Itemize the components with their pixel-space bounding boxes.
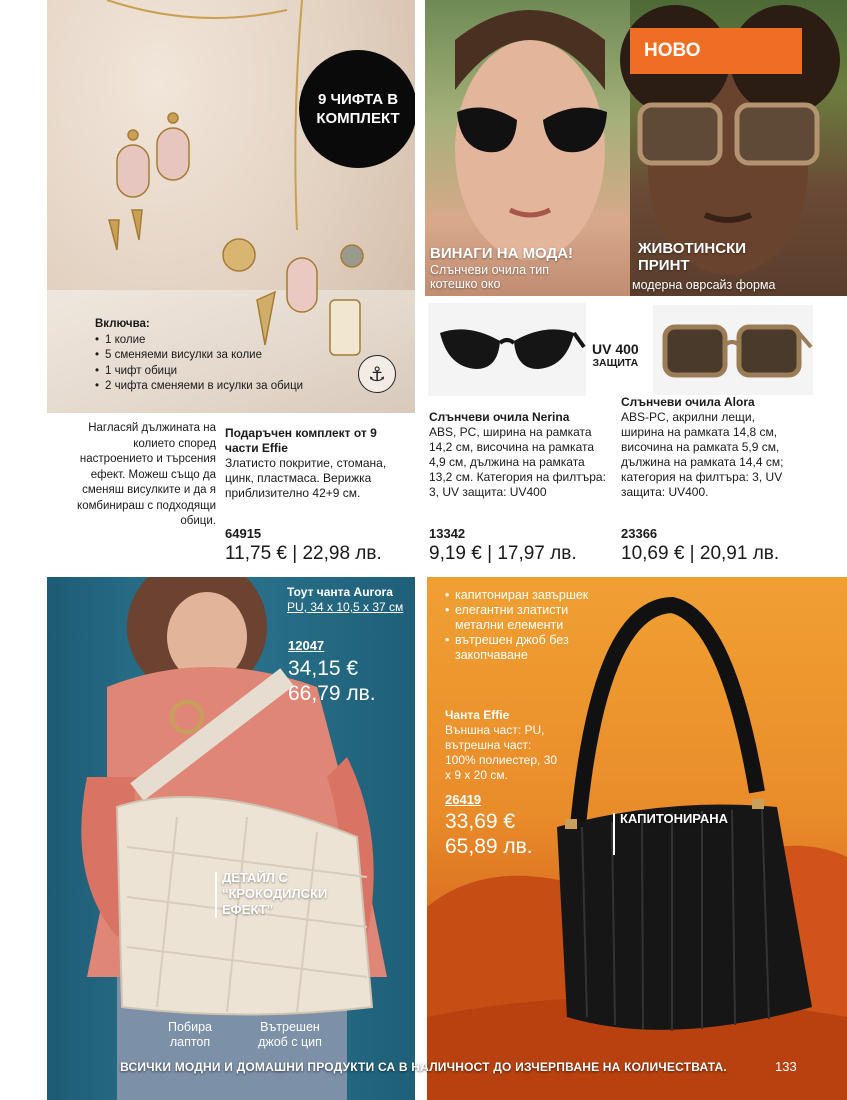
jewelry-price: 11,75 € | 22,98 лв.	[225, 543, 382, 564]
anchor-icon: ⚓	[358, 355, 396, 393]
right-heading: ЖИВОТИНСКИ ПРИНТ	[638, 240, 747, 274]
effie-price-bgn: 65,89 лв.	[445, 835, 533, 858]
nerina-description: ABS, PC, ширина на рамката 14,2 см, височина на рамката 4,9 см, дължина на рамката 13,2 см. Категория на филтъра: 3, UV защита: UV400	[429, 425, 606, 499]
includes-list	[95, 317, 303, 395]
tote-code: 12047	[288, 638, 325, 653]
callout-line	[215, 872, 217, 918]
uv-text: ЗАЩИТА	[592, 357, 639, 369]
tote-name: Тоут чанта Aurora	[287, 585, 393, 599]
nerina-info	[429, 410, 611, 500]
oversize-glasses-icon	[653, 305, 813, 395]
effie-quilted-callout: КАПИТОНИРАНА	[620, 811, 728, 826]
feature-item: • елегантни златисти метални елементи	[445, 603, 569, 632]
left-heading: ВИНАГИ НА МОДА!	[430, 245, 574, 262]
tote-price-bgn: 66,79 лв.	[288, 682, 376, 705]
page-number: 133	[775, 1059, 797, 1074]
tote-bag-photo	[47, 577, 415, 1100]
effie-code: 26419	[445, 792, 482, 807]
jewelry-code: 64915	[225, 526, 262, 541]
right-subheading: модерна оврсайз форма	[632, 278, 776, 292]
nerina-name: Слънчеви очила Nerina	[429, 410, 570, 424]
feature-item: • вътрешен джоб без закопчаване	[445, 633, 569, 662]
jewelry-description: Златисто покритие, стомана, цинк, пластмаса. Верижка приблизително 42+9 см.	[225, 456, 387, 500]
effie-name: Чанта Effie	[445, 708, 510, 722]
nerina-code: 13342	[429, 526, 466, 541]
cat-eye-glasses-icon	[428, 303, 586, 396]
effie-info	[445, 708, 560, 783]
tote-info	[287, 585, 412, 615]
includes-item: • 2 чифта сменяеми в исулки за обици	[95, 379, 303, 395]
left-subheading: Слънчеви очила тип котешко око	[430, 263, 549, 291]
effie-price-eur: 33,69 €	[445, 810, 516, 833]
alora-name: Слънчеви очила Alora	[621, 395, 755, 409]
jewelry-name: Подаръчен комплект от 9 части Effie	[225, 426, 377, 455]
includes-title: Включва:	[95, 318, 150, 330]
adjust-note: Нагласяй дължината на колието според настроението и търсения ефект. Можеш също да сменяш висулките и да я комбинираш с подходящи обици.	[77, 422, 216, 527]
feature-item: • капитониран завършек	[445, 588, 589, 602]
alora-description: ABS-PC, акрилни лещи, ширина на рамката 14,8 см, височина на рамката 5,9 см, дължина на рамката 14,4 см; категория на филтъра: 3, UV защита: UV400.	[621, 410, 784, 499]
tote-price-eur: 34,15 €	[288, 657, 359, 680]
alora-price: 10,69 € | 20,91 лв.	[621, 543, 780, 564]
tote-material: PU, 34 x 10,5 x 37 см	[287, 600, 404, 614]
new-badge: НОВО	[630, 28, 802, 74]
alora-photo	[653, 305, 813, 395]
effie-features	[445, 588, 620, 663]
tote-detail-callout: ДЕТАЙЛ С “КРОКОДИЛСКИ ЕФЕКТ”	[222, 870, 328, 917]
nerina-price: 9,19 € | 17,97 лв.	[429, 543, 577, 564]
includes-item: • 1 чифт обици	[95, 364, 303, 380]
availability-footer: ВСИЧКИ МОДНИ И ДОМАШНИ ПРОДУКТИ СА В НАЛИЧНОСТ ДО ИЗЧЕРПВАНЕ НА КОЛИЧЕСТВАТА.	[120, 1060, 727, 1074]
alora-code: 23366	[621, 526, 658, 541]
effie-description: Външна част: PU, вътрешна част: 100% полиестер, 30 x 9 x 20 см.	[445, 723, 558, 782]
jewelry-product-info	[225, 426, 405, 501]
callout-line	[613, 813, 615, 855]
uv-value: UV 400	[592, 341, 639, 357]
tote-pocket-note: Вътрешен джоб с цип	[258, 1020, 322, 1049]
set-count-badge: 9 ЧИФТА В КОМПЛЕКТ	[299, 50, 415, 168]
jewelry-photo	[47, 0, 415, 413]
uv-protection-label	[592, 341, 639, 370]
tote-illustration	[47, 577, 415, 1100]
alora-info	[621, 395, 791, 500]
tote-laptop-note: Побира лаптоп	[168, 1020, 212, 1049]
includes-item: • 1 колие	[95, 333, 303, 349]
includes-item: • 5 сменяеми висулки за колие	[95, 348, 303, 364]
nerina-photo	[428, 303, 586, 396]
